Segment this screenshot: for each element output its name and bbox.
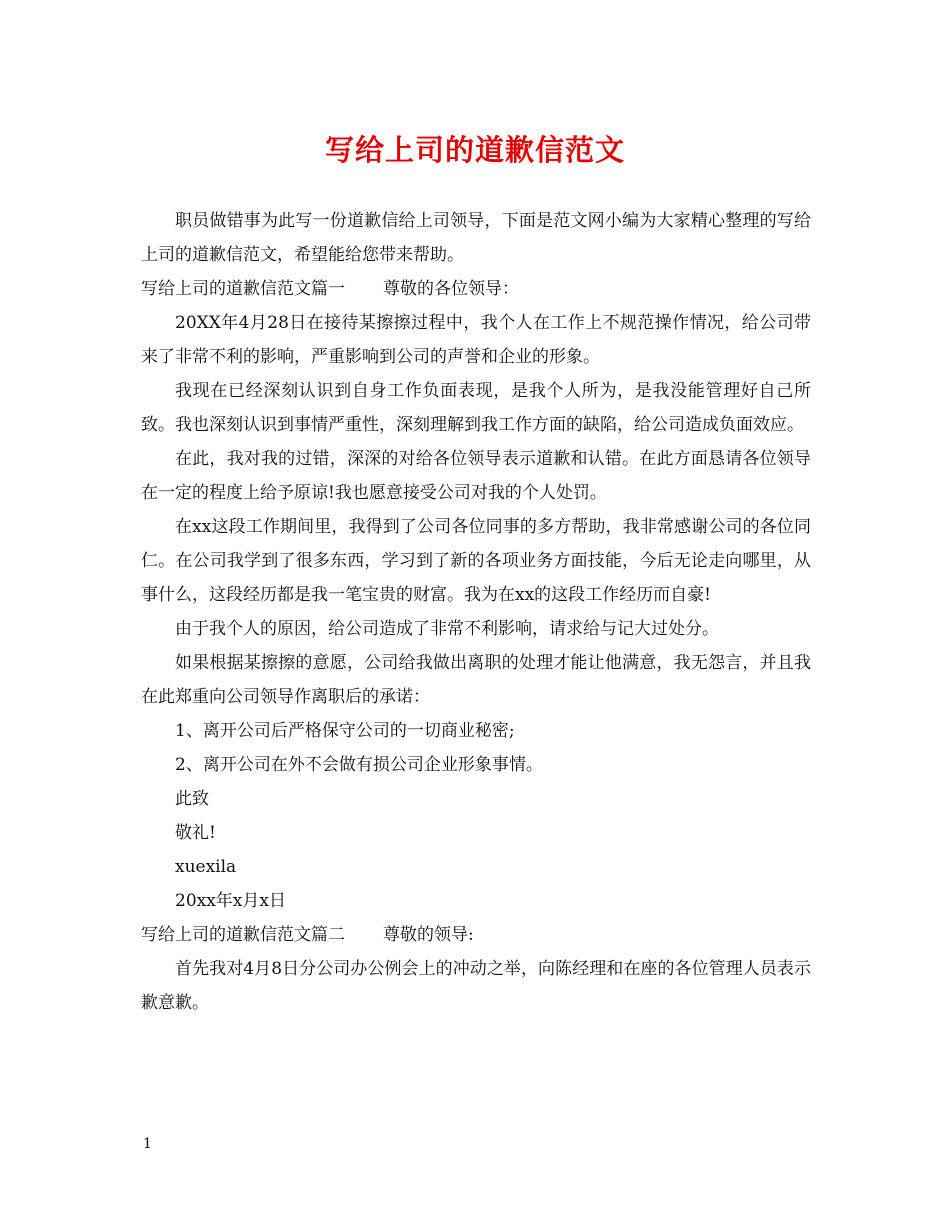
paragraph: 首先我对4月8日分公司办公例会上的冲动之举，向陈经理和在座的各位管理人员表示歉意歉。 — [141, 959, 811, 1013]
paragraph: 在xx这段工作期间里，我得到了公司各位同事的多方帮助，我非常感谢公司的各位同仁。在公司我学到了很多东西，学习到了新的各项业务方面技能，今后无论走向哪里，从事什么，这段经历都是我一笔宝贵的财富。我为在xx的这段工作经历而自豪! — [141, 517, 811, 605]
section-title: 写给上司的道歉信范文篇一 — [141, 279, 345, 299]
greeting: 尊敬的各位领导： — [383, 279, 519, 299]
date-line: 20xx年x月x日 — [175, 891, 286, 911]
paragraph: 在此，我对我的过错，深深的对给各位领导表示道歉和认错。在此方面恳请各位领导在一定的程度上给予原谅!我也愿意接受公司对我的个人处罚。 — [141, 449, 811, 503]
section-title: 写给上司的道歉信范文篇二 — [141, 925, 345, 945]
greeting: 尊敬的领导: — [383, 925, 474, 945]
document-body — [141, 204, 811, 1020]
closing-line: 此致 — [175, 789, 209, 809]
paragraph: 我现在已经深刻认识到自身工作负面表现，是我个人所为，是我没能管理好自己所致。我也深刻认识到事情严重性，深刻理解到我工作方面的缺陷，给公司造成负面效应。 — [141, 381, 811, 435]
signature: xuexila — [175, 857, 237, 877]
promise-item: 1、离开公司后严格保守公司的一切商业秘密; — [175, 721, 515, 741]
page-number: 1 — [143, 1136, 152, 1152]
section-heading-2 — [141, 918, 811, 952]
section-heading-1 — [141, 272, 811, 306]
intro-paragraph: 职员做错事为此写一份道歉信给上司领导，下面是范文网小编为大家精心整理的写给上司的道歉信范文，希望能给您带来帮助。 — [141, 211, 811, 265]
document-title: 写给上司的道歉信范文 — [324, 133, 625, 167]
closing-line: 敬礼! — [175, 823, 216, 843]
paragraph: 如果根据某擦擦的意愿，公司给我做出离职的处理才能让他满意，我无怨言，并且我在此郑重向公司领导作离职后的承诺： — [141, 653, 811, 707]
paragraph: 20XX年4月28日在接待某擦擦过程中，我个人在工作上不规范操作情况，给公司带来了非常不利的影响，严重影响到公司的声誉和企业的形象。 — [141, 313, 811, 367]
promise-item: 2、离开公司在外不会做有损公司企业形象事情。 — [175, 755, 543, 775]
paragraph: 由于我个人的原因，给公司造成了非常不利影响，请求给与记大过处分。 — [175, 619, 719, 639]
